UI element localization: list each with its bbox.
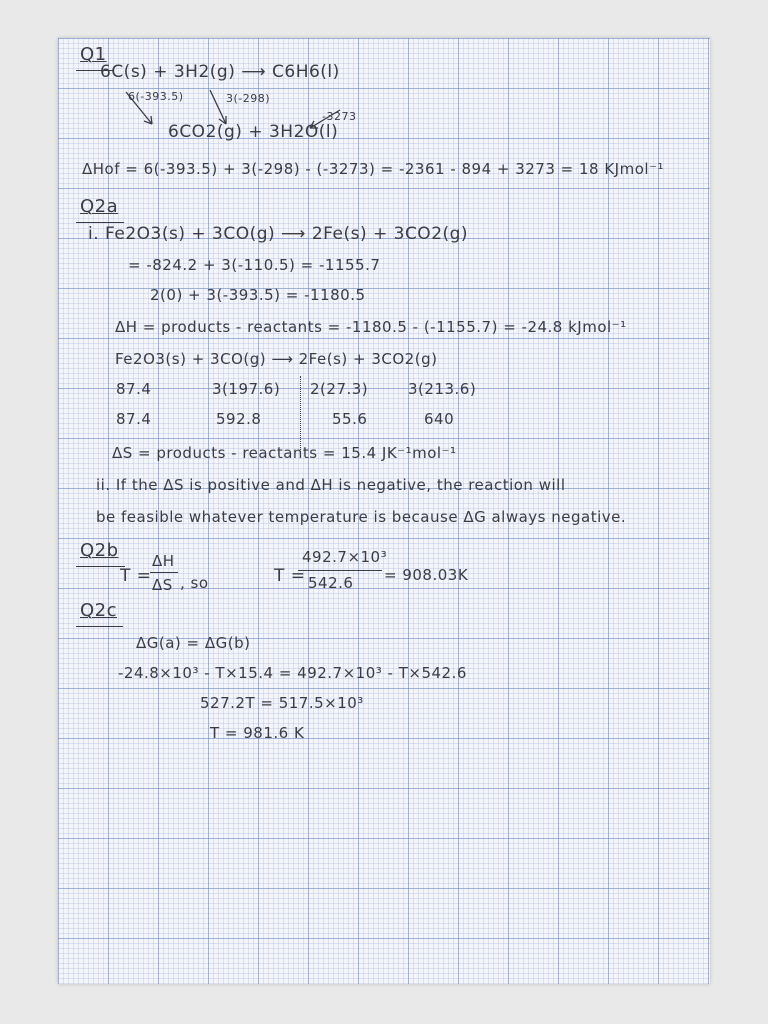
q1-label-right: -3273 — [322, 110, 357, 123]
q2b-formula-lhs: T = — [120, 566, 152, 586]
q2b-calc-result: = 908.03K — [384, 566, 469, 584]
s-row2-cell: 640 — [424, 410, 455, 428]
q2a-line4: ΔH = products - reactants = -1180.5 - (-1155.7) = -24.8 kJmol⁻¹ — [115, 318, 627, 336]
q1-label-left: 6(-393.5) — [128, 90, 184, 103]
q2c-heading: Q2c — [80, 600, 118, 621]
q1-equation: 6C(s) + 3H2(g) ⟶ C6H6(l) — [100, 62, 340, 82]
q2b-formula-den: ΔS — [152, 576, 173, 594]
s-row1-cell: 87.4 — [116, 380, 152, 398]
q2a-line7: ii. If the ΔS is positive and ΔH is negative, the reaction will — [96, 476, 566, 494]
q2b-heading: Q2b — [80, 540, 119, 561]
q2b-calc-num: 492.7×10³ — [302, 548, 388, 566]
s-row1-cell: 3(197.6) — [212, 380, 281, 398]
q2c-line3: 527.2T = 517.5×10³ — [200, 694, 364, 712]
q2c-line1: ΔG(a) = ΔG(b) — [136, 634, 251, 652]
s-row2-cell: 87.4 — [116, 410, 152, 428]
q2a-line3: 2(0) + 3(-393.5) = -1180.5 — [150, 286, 366, 304]
q2a-line5: Fe2O3(s) + 3CO(g) ⟶ 2Fe(s) + 3CO2(g) — [115, 350, 438, 368]
q1-products: 6CO2(g) + 3H2O(l) — [168, 122, 339, 142]
q2b-calc-lhs: T = — [274, 566, 306, 586]
q1-result: ΔHof = 6(-393.5) + 3(-298) - (-3273) = -2361 - 894 + 3273 = 18 KJmol⁻¹ — [82, 160, 664, 178]
q2b-calc-den: 542.6 — [308, 574, 354, 592]
q2a-line1: i. Fe2O3(s) + 3CO(g) ⟶ 2Fe(s) + 3CO2(g) — [88, 224, 469, 244]
s-row2-cell: 55.6 — [332, 410, 368, 428]
q1-heading: Q1 — [80, 44, 107, 65]
q2c-line4: T = 981.6 K — [210, 724, 305, 742]
q2b-so: , so — [180, 574, 209, 592]
s-row1-cell: 2(27.3) — [310, 380, 369, 398]
fraction-bar — [298, 570, 382, 571]
fraction-bar — [150, 572, 178, 573]
q2c-line2: -24.8×10³ - T×15.4 = 492.7×10³ - T×542.6 — [118, 664, 467, 682]
q2a-line2: = -824.2 + 3(-110.5) = -1155.7 — [128, 256, 381, 274]
q2a-line8: be feasible whatever temperature is because ΔG always negative. — [96, 508, 627, 526]
s-row1-cell: 3(213.6) — [408, 380, 477, 398]
s-row2-cell: 592.8 — [216, 410, 262, 428]
q2b-formula-num: ΔH — [152, 552, 175, 570]
q2a-line6: ΔS = products - reactants = 15.4 JK⁻¹mol⁻¹ — [112, 444, 457, 462]
q2a-heading: Q2a — [80, 196, 119, 217]
q1-label-mid: 3(-298) — [226, 92, 271, 105]
